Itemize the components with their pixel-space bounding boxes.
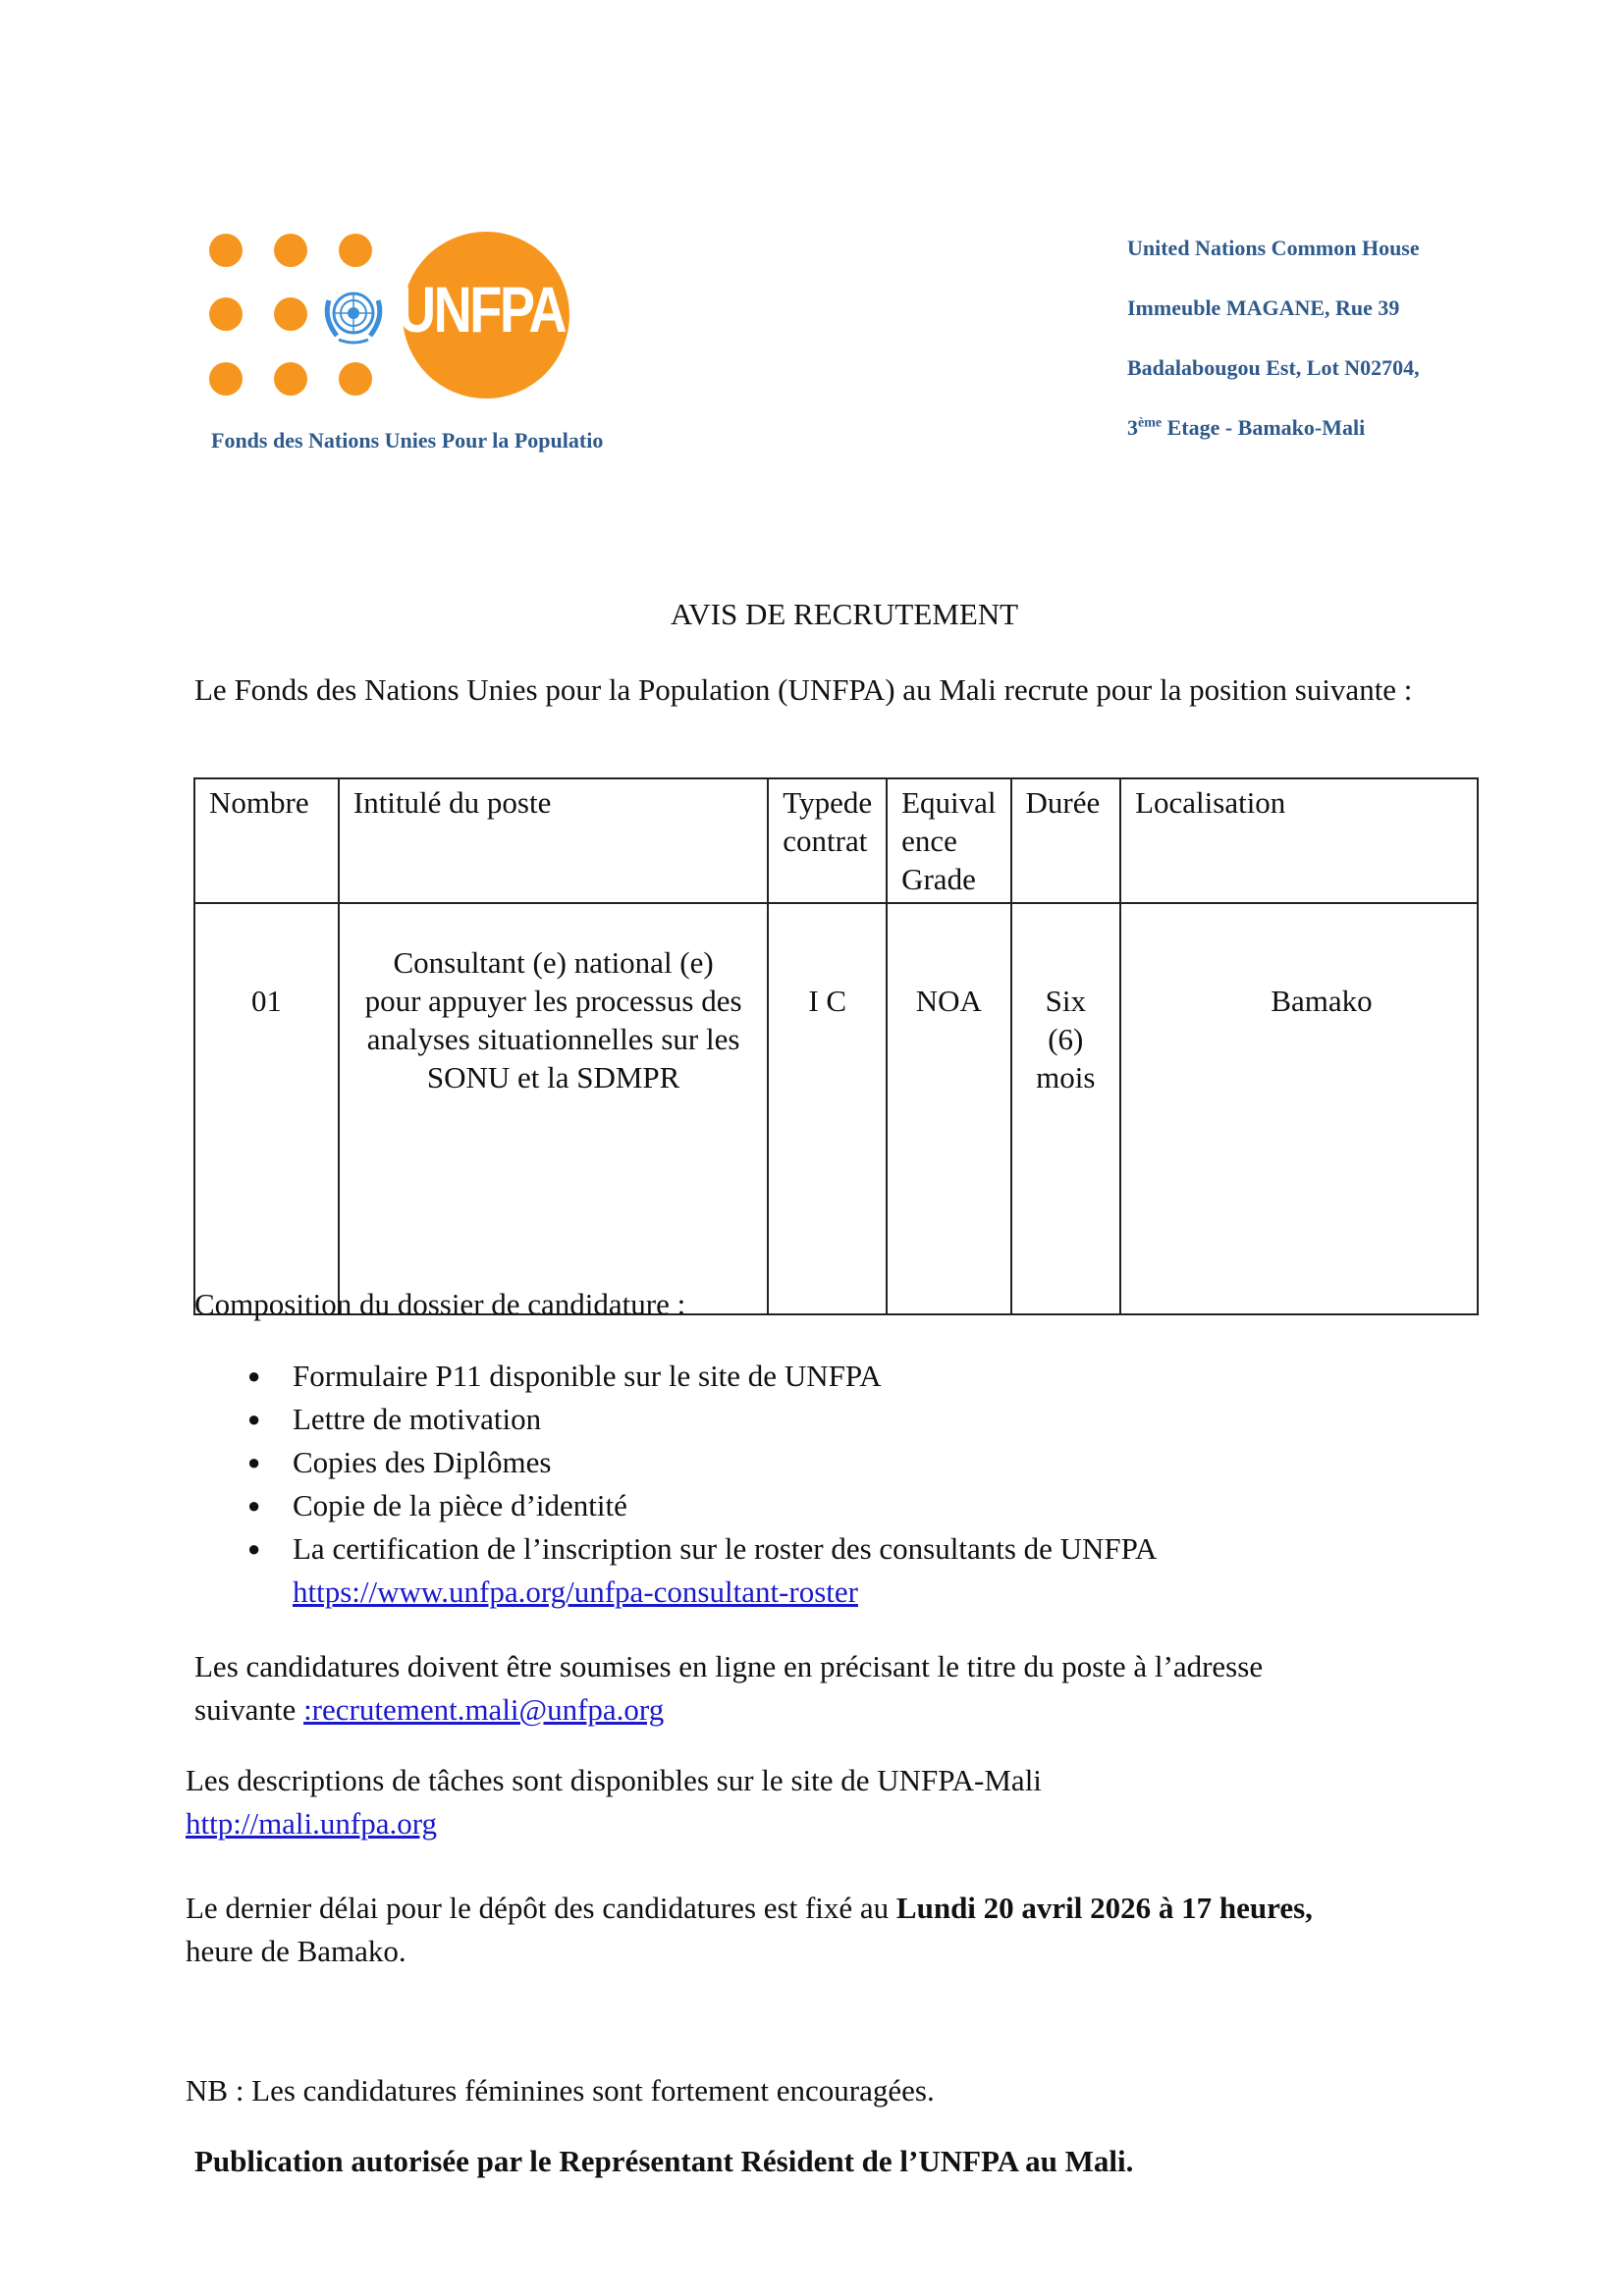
un-emblem-icon bbox=[319, 283, 388, 347]
header-equiv-line1: Equival bbox=[901, 785, 997, 820]
cell-localisation: Bamako bbox=[1120, 903, 1478, 1314]
header-contrat-word: contrat bbox=[783, 824, 868, 858]
list-item bbox=[236, 1441, 1157, 1484]
composition-label: Composition du dossier de candidature : bbox=[194, 1287, 686, 1321]
deadline-timezone: heure de Bamako. bbox=[186, 1934, 406, 1968]
list-item-text: La certification de l’inscription sur le roster des consultants de UNFPA bbox=[293, 1531, 1158, 1566]
logo-dot bbox=[209, 297, 243, 331]
header-localisation: Localisation bbox=[1120, 778, 1478, 903]
organization-name: Fonds des Nations Unies Pour la Populatio bbox=[211, 428, 604, 453]
list-item-text: Formulaire P11 disponible sur le site de UNFPA bbox=[293, 1359, 882, 1393]
list-item bbox=[236, 1484, 1157, 1527]
header-intitule: Intitulé du poste bbox=[339, 778, 768, 903]
cell-type-contrat: I C bbox=[768, 903, 887, 1314]
deadline-date: Lundi 20 avril 2026 à 17 heures, bbox=[895, 1891, 1313, 1925]
logo-dot bbox=[274, 234, 307, 267]
logo-dot bbox=[339, 362, 372, 396]
cell-equivalence-grade: NOA bbox=[887, 903, 1010, 1314]
list-item-text: Copie de la pièce d’identité bbox=[293, 1488, 627, 1522]
logo-dot bbox=[274, 297, 307, 331]
list-item-text: Copies des Diplômes bbox=[293, 1445, 552, 1479]
list-item-text: Lettre de motivation bbox=[293, 1402, 542, 1436]
floor-rest: Etage - Bamako-Mali bbox=[1162, 415, 1366, 440]
list-item bbox=[236, 1527, 1157, 1614]
logo-dot bbox=[339, 234, 372, 267]
page-title: AVIS DE RECRUTEMENT bbox=[670, 597, 1019, 631]
cell-duree bbox=[1011, 903, 1121, 1314]
header-equiv-line3: Grade bbox=[901, 862, 976, 896]
intitule-line: analyses situationnelles sur les bbox=[366, 1022, 740, 1056]
header-equivalence-grade bbox=[887, 778, 1010, 903]
header-duree: Durée bbox=[1011, 778, 1121, 903]
email-link[interactable]: :recrutement.mali@unfpa.org bbox=[303, 1692, 665, 1727]
intitule-line: pour appuyer les processus des bbox=[364, 984, 742, 1018]
submission-text-2: suivante bbox=[194, 1692, 304, 1727]
deadline-paragraph bbox=[186, 1887, 1452, 1973]
descriptions-text: Les descriptions de tâches sont disponibles sur le site de UNFPA-Mali bbox=[186, 1763, 1042, 1797]
website-link[interactable]: http://mali.unfpa.org bbox=[186, 1806, 438, 1841]
intro-paragraph: Le Fonds des Nations Unies pour la Population (UNFPA) au Mali recrute pour la position suivante : bbox=[194, 672, 1413, 707]
descriptions-paragraph bbox=[186, 1759, 1042, 1845]
header-de-word: de bbox=[842, 785, 873, 820]
logo-dot bbox=[209, 362, 243, 396]
publication-note: Publication autorisée par le Représentant Résident de l’UNFPA au Mali. bbox=[194, 2144, 1134, 2178]
duree-line: Six (6) bbox=[1045, 984, 1086, 1056]
floor-suffix: ème bbox=[1138, 415, 1163, 431]
cell-intitule bbox=[339, 903, 768, 1314]
job-table bbox=[193, 777, 1479, 1315]
address-line-2: Immeuble MAGANE, Rue 39 bbox=[1127, 295, 1400, 320]
submission-paragraph bbox=[194, 1645, 1439, 1732]
logo-wordmark: UNFPA bbox=[398, 273, 566, 346]
nb-note: NB : Les candidatures féminines sont fortement encouragées. bbox=[186, 2073, 935, 2108]
header-type-word: Type bbox=[783, 785, 843, 820]
intitule-line: SONU et la SDMPR bbox=[426, 1060, 680, 1095]
bullet-icon: ● bbox=[247, 1407, 261, 1431]
requirements-list bbox=[236, 1355, 1157, 1614]
cell-nombre: 01 bbox=[194, 903, 339, 1314]
header-nombre: Nombre bbox=[194, 778, 339, 903]
deadline-text: Le dernier délai pour le dépôt des candidatures est fixé au bbox=[186, 1891, 896, 1925]
intitule-line: Consultant (e) national (e) bbox=[393, 945, 714, 980]
roster-link[interactable]: https://www.unfpa.org/unfpa-consultant-roster bbox=[293, 1575, 858, 1609]
address-line-1: United Nations Common House bbox=[1127, 236, 1420, 260]
list-item bbox=[236, 1355, 1157, 1398]
bullet-icon: ● bbox=[247, 1363, 261, 1388]
list-item bbox=[236, 1398, 1157, 1441]
bullet-icon: ● bbox=[247, 1493, 261, 1518]
submission-text: Les candidatures doivent être soumises en ligne en précisant le titre du poste à l’adresse bbox=[194, 1649, 1264, 1683]
logo-dot bbox=[274, 362, 307, 396]
duree-line: mois bbox=[1036, 1060, 1096, 1095]
logo-dot bbox=[209, 234, 243, 267]
header-type-contrat bbox=[768, 778, 887, 903]
address-line-4 bbox=[1127, 415, 1365, 441]
table-row bbox=[194, 903, 1478, 1314]
table-header-row bbox=[194, 778, 1478, 903]
header-equiv-line2: ence bbox=[901, 824, 957, 858]
address-line-3: Badalabougou Est, Lot N02704, bbox=[1127, 355, 1420, 380]
floor-number: 3 bbox=[1127, 415, 1138, 440]
bullet-icon: ● bbox=[247, 1450, 261, 1474]
bullet-icon: ● bbox=[247, 1536, 261, 1561]
